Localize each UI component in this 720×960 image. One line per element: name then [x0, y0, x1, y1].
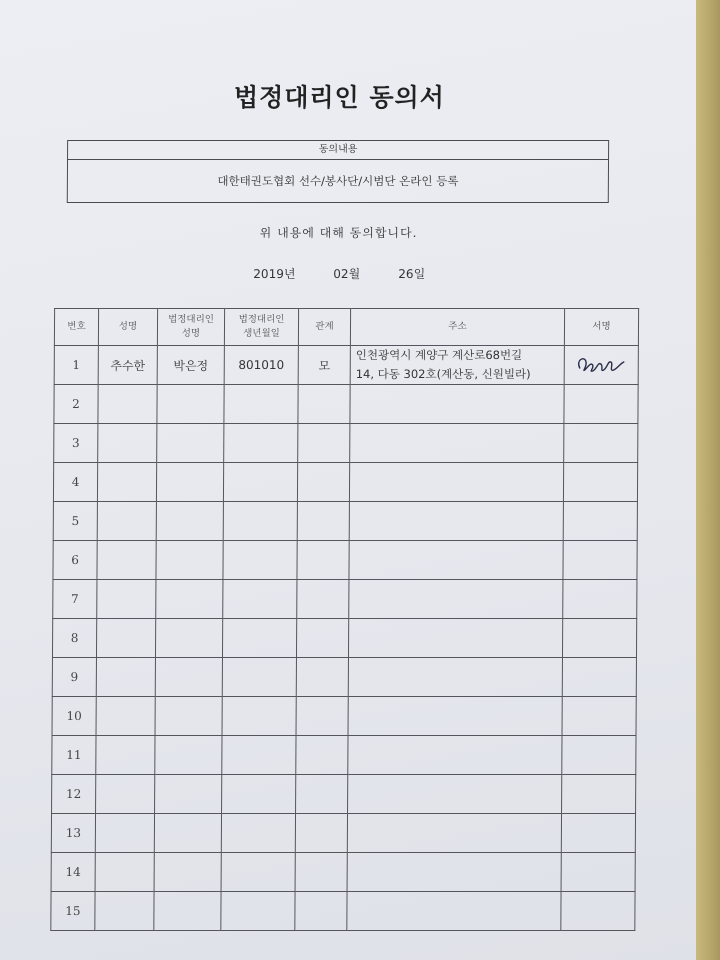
- table-row: [53, 580, 637, 619]
- row-name: [97, 502, 156, 541]
- row-signature: [561, 853, 635, 892]
- table-row: [53, 463, 637, 502]
- date-day: 26일: [398, 267, 426, 281]
- row-address: [348, 736, 562, 775]
- row-guardian-name: [156, 502, 223, 541]
- row-name: [96, 736, 155, 775]
- row-guardian-birth: [222, 697, 296, 736]
- guardian-table: [50, 308, 639, 931]
- table-row: [54, 346, 638, 385]
- row-guardian-birth: [221, 892, 295, 931]
- row-address: [350, 385, 564, 424]
- row-relation: [295, 814, 347, 853]
- row-guardian-birth: [224, 385, 298, 424]
- header-guardian-name: [157, 309, 224, 346]
- row-number: 9: [52, 658, 96, 697]
- row-address: [348, 775, 562, 814]
- row-relation: [296, 736, 348, 775]
- row-number: 3: [54, 424, 98, 463]
- row-guardian-name: [155, 697, 222, 736]
- row-number: 8: [52, 619, 96, 658]
- row-guardian-birth: [222, 658, 296, 697]
- row-number: 11: [52, 736, 96, 775]
- row-name: [97, 541, 156, 580]
- table-row: [52, 775, 636, 814]
- row-relation: [297, 580, 349, 619]
- row-address: [350, 424, 564, 463]
- header-signature: 서명: [564, 309, 638, 346]
- row-guardian-name: [154, 814, 221, 853]
- table-row: [51, 853, 635, 892]
- row-number: 4: [53, 463, 97, 502]
- row-signature: [563, 580, 637, 619]
- date-year: 2019년: [253, 267, 296, 281]
- row-guardian-birth: [221, 814, 295, 853]
- row-number: 13: [51, 814, 95, 853]
- agree-statement: 위 내용에 대해 동의합니다.: [259, 226, 418, 240]
- row-address: [348, 619, 562, 658]
- row-relation: [297, 502, 349, 541]
- header-address: 주소: [350, 309, 564, 346]
- handwritten-signature-icon: [573, 352, 629, 378]
- row-signature: [562, 775, 636, 814]
- row-guardian-name: [156, 541, 223, 580]
- row-address: [348, 658, 562, 697]
- row-signature: [561, 814, 635, 853]
- row-guardian-birth: [222, 775, 296, 814]
- table-row: [51, 892, 635, 931]
- row-number: 2: [54, 385, 98, 424]
- row-guardian-name: [155, 658, 222, 697]
- header-name: 성명: [98, 309, 157, 346]
- consent-header: 동의내용: [68, 141, 608, 160]
- row-signature: [562, 697, 636, 736]
- row-address: [347, 814, 561, 853]
- table-header-row: [54, 309, 638, 346]
- row-relation: [296, 658, 348, 697]
- row-number: 7: [53, 580, 97, 619]
- row-relation: [296, 697, 348, 736]
- row-address: [350, 346, 564, 385]
- header-guardian-birth: [224, 309, 298, 346]
- row-signature: [563, 541, 637, 580]
- row-name: [95, 892, 154, 931]
- table-row: [52, 658, 636, 697]
- row-name: [95, 853, 154, 892]
- header-guardian-name-line1: 법정대리인: [168, 314, 215, 325]
- table-row: [53, 502, 637, 541]
- row-number: 15: [51, 892, 95, 931]
- row-guardian-name: [155, 736, 222, 775]
- row-relation: [296, 775, 348, 814]
- row-relation: [297, 541, 349, 580]
- row-address: [347, 853, 561, 892]
- header-no: 번호: [54, 309, 98, 346]
- row-guardian-name: [155, 775, 222, 814]
- row-name: [96, 658, 155, 697]
- row-number: 6: [53, 541, 97, 580]
- row-guardian-name: [156, 463, 223, 502]
- table-row: [53, 541, 637, 580]
- row-number: 1: [54, 346, 98, 385]
- row-address-line1: 인천광역시 계양구 계산로68번길: [355, 348, 523, 362]
- row-guardian-birth: [223, 541, 297, 580]
- table-row: [52, 619, 636, 658]
- row-relation: [295, 892, 347, 931]
- row-name: [96, 619, 155, 658]
- header-relation: 관계: [298, 309, 350, 346]
- document-title: 법정대리인 동의서: [233, 83, 445, 112]
- row-guardian-name: 박은정: [157, 346, 224, 385]
- row-guardian-birth: [222, 619, 296, 658]
- row-guardian-name: [155, 619, 222, 658]
- row-name: [96, 697, 155, 736]
- row-name: [98, 424, 157, 463]
- row-signature: [564, 385, 638, 424]
- row-address: [349, 541, 563, 580]
- row-signature: [562, 736, 636, 775]
- row-relation: [298, 385, 350, 424]
- row-name: [97, 463, 156, 502]
- row-guardian-birth: [222, 736, 296, 775]
- row-name: [95, 814, 154, 853]
- row-name: [97, 580, 156, 619]
- row-relation: [298, 424, 350, 463]
- row-guardian-birth: [223, 502, 297, 541]
- row-address: [349, 580, 563, 619]
- consent-body: 대한태권도협회 선수/봉사단/시범단 온라인 등록: [217, 174, 459, 188]
- row-guardian-name: [154, 892, 221, 931]
- row-number: 14: [51, 853, 95, 892]
- row-number: 12: [52, 775, 96, 814]
- row-address-line2: 14, 다동 302호(계산동, 신원빌라): [355, 367, 531, 381]
- header-guardian-birth-line2: 생년월일: [243, 328, 280, 339]
- row-signature: [564, 424, 638, 463]
- row-name: [96, 775, 155, 814]
- row-signature: [561, 892, 635, 931]
- row-signature: [564, 346, 638, 385]
- table-row: [54, 385, 638, 424]
- row-relation: [297, 463, 349, 502]
- row-address: [349, 463, 563, 502]
- header-guardian-name-line2: 성명: [181, 328, 201, 339]
- row-signature: [562, 658, 636, 697]
- row-signature: [562, 619, 636, 658]
- row-guardian-name: [154, 853, 221, 892]
- date-month: 02월: [333, 267, 361, 281]
- table-row: [52, 697, 636, 736]
- row-guardian-birth: [221, 853, 295, 892]
- row-guardian-birth: [224, 424, 298, 463]
- row-relation: [295, 853, 347, 892]
- row-relation: [296, 619, 348, 658]
- row-address: [348, 697, 562, 736]
- row-relation: 모: [298, 346, 350, 385]
- row-guardian-name: [157, 424, 224, 463]
- row-signature: [563, 502, 637, 541]
- row-name: [98, 385, 157, 424]
- consent-box: [67, 140, 609, 203]
- row-name: 추수한: [98, 346, 157, 385]
- table-row: [52, 736, 636, 775]
- row-guardian-name: [157, 385, 224, 424]
- row-guardian-name: [156, 580, 223, 619]
- row-number: 5: [53, 502, 97, 541]
- row-guardian-birth: 801010: [224, 346, 298, 385]
- desk-background: [696, 0, 720, 960]
- table-row: [54, 424, 638, 463]
- row-signature: [563, 463, 637, 502]
- row-address: [349, 502, 563, 541]
- row-guardian-birth: [223, 463, 297, 502]
- table-row: [51, 814, 635, 853]
- header-guardian-birth-line1: 법정대리인: [238, 314, 285, 325]
- row-guardian-birth: [223, 580, 297, 619]
- row-number: 10: [52, 697, 96, 736]
- row-address: [347, 892, 561, 931]
